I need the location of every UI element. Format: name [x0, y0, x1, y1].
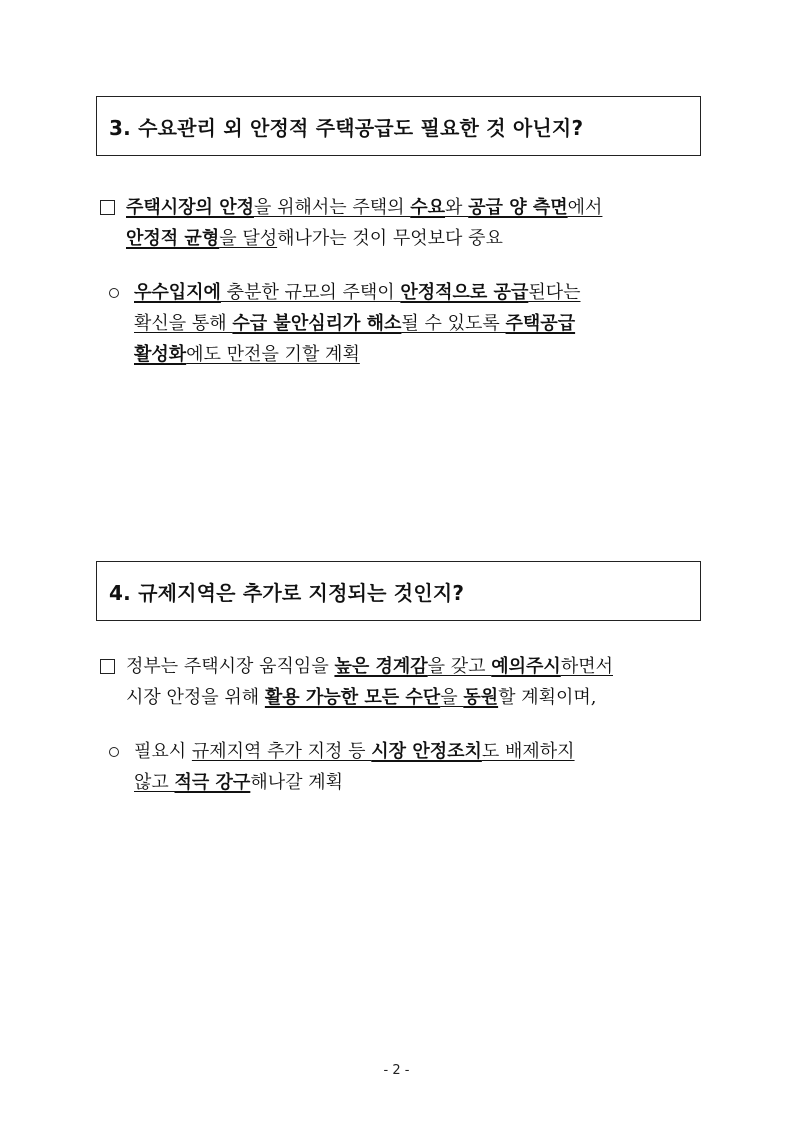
body-text: 될 수 있도록 [401, 313, 506, 334]
body-text: 시장 안정을 위해 [126, 687, 265, 708]
emphasis-text: 높은 경계감 [334, 656, 428, 677]
emphasis-text: 안정적 균형 [126, 228, 220, 249]
section-3-sub-line-2 [106, 308, 701, 339]
square-bullet-icon [100, 659, 115, 674]
body-text: 정부는 주택시장 움직임을 [126, 656, 335, 677]
body-text: 을 위해서는 주택의 [253, 197, 411, 218]
section-4-bullet-line-2 [96, 682, 701, 713]
section-4 [96, 561, 701, 621]
emphasis-text: 공급 양 측면 [468, 197, 568, 218]
emphasis-text: 시장 안정조치 [371, 741, 482, 762]
body-text: 을 달성 [219, 228, 278, 249]
emphasis-text: 동원 [463, 687, 499, 708]
section-3-bullet-line-2 [96, 223, 701, 254]
emphasis-text: 주택시장의 안정 [126, 197, 254, 218]
body-text: 을 갖고 [427, 656, 492, 677]
section-3-bullet [96, 192, 701, 254]
square-bullet-icon [100, 200, 115, 215]
body-text: 규제지역 추가 지정 등 [191, 741, 372, 762]
page-number: - 2 - [383, 1063, 410, 1078]
emphasis-text: 활용 가능한 모든 수단 [264, 687, 441, 708]
section-4-heading-text: 4. 규제지역은 추가로 지정되는 것인지? [109, 580, 465, 605]
body-text: 을 [440, 687, 464, 708]
body-text: 필요시 [134, 741, 192, 762]
body-text: 해나갈 계획 [250, 772, 343, 793]
section-3-sub-line-3 [106, 339, 701, 370]
emphasis-text: 활성화 [134, 344, 187, 365]
section-3-sub-line-1 [106, 277, 701, 308]
section-4-sub-line-1 [106, 736, 701, 767]
section-3-heading [96, 96, 701, 156]
body-text: 도 배제하지 [481, 741, 575, 762]
circle-bullet-icon [109, 747, 119, 757]
section-4-heading [96, 561, 701, 621]
emphasis-text: 수요 [410, 197, 446, 218]
body-text: 해나가는 것이 무엇보다 중요 [277, 228, 503, 249]
emphasis-text: 예의주시 [491, 656, 561, 677]
section-4-bullet-line-1 [96, 651, 701, 682]
body-text: 와 [445, 197, 469, 218]
section-3-sub [106, 277, 701, 370]
section-4-sub [106, 736, 701, 798]
section-3 [96, 96, 701, 156]
emphasis-text: 주택공급 [505, 313, 576, 334]
body-text: 할 계획이며, [498, 687, 597, 708]
body-text: 확신을 통해 [134, 313, 233, 334]
emphasis-text: 안정적으로 공급 [400, 282, 529, 303]
body-text: 하면서 [560, 656, 613, 677]
body-text: 된다는 [528, 282, 581, 303]
section-3-heading-text: 3. 수요관리 외 안정적 주택공급도 필요한 것 아닌지? [109, 115, 584, 140]
emphasis-text: 적극 강구 [174, 772, 251, 793]
emphasis-text: 수급 불안심리가 해소 [232, 313, 402, 334]
emphasis-text: 우수입지에 [134, 282, 221, 303]
body-text: 에도 만전을 기할 계획 [186, 344, 360, 365]
body-text: 충분한 규모의 주택이 [220, 282, 401, 303]
section-4-bullet [96, 651, 701, 713]
body-text: 에서 [567, 197, 603, 218]
circle-bullet-icon [109, 288, 119, 298]
section-4-sub-line-2 [106, 767, 701, 798]
section-3-bullet-line-1 [96, 192, 701, 223]
body-text: 않고 [134, 772, 175, 793]
